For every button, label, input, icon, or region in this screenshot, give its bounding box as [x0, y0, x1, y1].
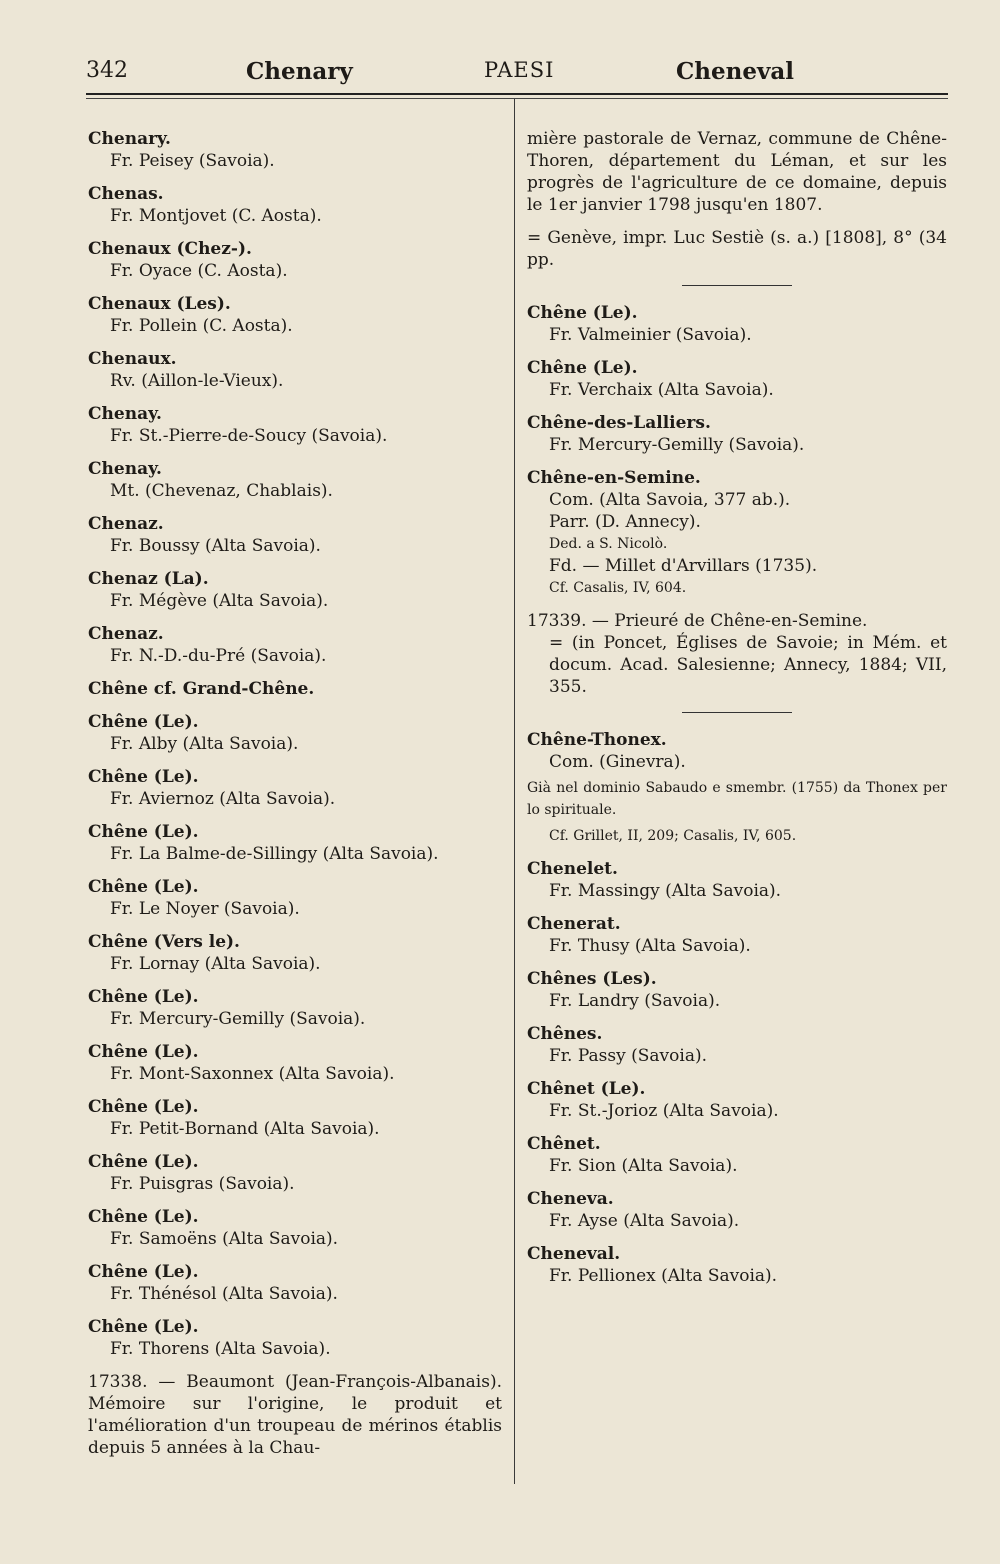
dictionary-entry — [88, 403, 502, 447]
entry-headword: Chenaux. — [88, 349, 177, 369]
entry-chene-en-semine — [527, 467, 947, 599]
entry-headword: Chênes (Les). — [527, 969, 657, 989]
dictionary-entry — [88, 293, 502, 337]
dictionary-entry — [527, 858, 947, 902]
entry-note: Già nel dominio Sabaudo e smembr. (1755) da Thonex per lo spirituale. — [527, 780, 947, 818]
entry-headword: Chenary. — [88, 129, 171, 149]
entry-headword: Chêne (Vers le). — [88, 932, 240, 952]
dictionary-entry — [88, 183, 502, 227]
entry-dedication: Ded. a S. Nicolò. — [549, 536, 668, 552]
entry-location: Fr. Mercury-Gemilly (Savoia). — [549, 435, 805, 455]
entry-location: Fr. St.-Pierre-de-Soucy (Savoia). — [110, 426, 388, 446]
entry-location: Fr. Lornay (Alta Savoia). — [110, 954, 321, 974]
dictionary-entry — [527, 1133, 947, 1177]
entry-headword: Chêne-Thonex. — [527, 730, 667, 750]
entry-location: Fr. Pollein (C. Aosta). — [110, 316, 293, 336]
dictionary-entry — [88, 986, 502, 1030]
entry-headword: Chenas. — [88, 184, 164, 204]
entry-commune: Com. (Ginevra). — [549, 752, 686, 772]
dictionary-entry — [527, 968, 947, 1012]
dictionary-entry — [88, 766, 502, 810]
entry-commune: Com. (Alta Savoia, 377 ab.). — [549, 490, 791, 510]
dictionary-entry — [527, 302, 947, 346]
entry-headword: Chenay. — [88, 404, 162, 424]
entry-location: Fr. Peisey (Savoia). — [110, 151, 275, 171]
entry-headword: Chêne (Le). — [88, 1042, 199, 1062]
entry-location: Fr. Mégève (Alta Savoia). — [110, 591, 329, 611]
section-separator — [682, 712, 792, 713]
entry-headword: Chêne (Le). — [527, 303, 638, 323]
header-rule-thin — [86, 98, 948, 99]
entry-location: Fr. Le Noyer (Savoia). — [110, 899, 300, 919]
dictionary-entry — [88, 1206, 502, 1250]
entry-headword: Chêne (Le). — [88, 987, 199, 1007]
dictionary-entry — [88, 623, 502, 667]
dictionary-entry — [88, 1316, 502, 1360]
entry-headword: Chenaux (Chez-). — [88, 239, 252, 259]
entry-headword: Chêne (Le). — [88, 1097, 199, 1117]
entry-headword: Chêne (Le). — [88, 767, 199, 787]
entry-location: Fr. Mont-Saxonnex (Alta Savoia). — [110, 1064, 395, 1084]
right-running-headword: Cheneval — [676, 58, 795, 85]
entry-location: Fr. Thénésol (Alta Savoia). — [110, 1284, 338, 1304]
entry-location: Fr. Ayse (Alta Savoia). — [549, 1211, 740, 1231]
entry-headword: Chenaz (La). — [88, 569, 209, 589]
entry-headword: Chenaz. — [88, 514, 164, 534]
entry-chene-thonex — [527, 729, 947, 847]
dictionary-entry — [88, 568, 502, 612]
dictionary-entry — [527, 412, 947, 456]
section-title: PAESI — [484, 58, 555, 82]
dictionary-entry — [88, 711, 502, 755]
entry-location: Fr. Thorens (Alta Savoia). — [110, 1339, 331, 1359]
entry-location: Fr. Landry (Savoia). — [549, 991, 721, 1011]
entry-location: Fr. Alby (Alta Savoia). — [110, 734, 299, 754]
dictionary-entry — [527, 1078, 947, 1122]
column-divider — [514, 99, 515, 1484]
dictionary-entry — [88, 876, 502, 920]
imprint-note: = Genève, impr. Luc Sestiè (s. a.) [1808], 8° (34 pp. — [527, 228, 947, 270]
running-header — [86, 58, 948, 90]
dictionary-entry — [88, 1041, 502, 1085]
entry-location: Fr. Boussy (Alta Savoia). — [110, 536, 321, 556]
section-separator — [682, 285, 792, 286]
entry-headword: Chênet. — [527, 1134, 601, 1154]
entry-headword: Chenerat. — [527, 914, 621, 934]
dictionary-entry — [88, 1151, 502, 1195]
entry-headword: Chêne (Le). — [88, 1207, 199, 1227]
entry-headword: Chêne (Le). — [88, 1262, 199, 1282]
citation-17339-detail: = (in Poncet, Églises de Savoie; in Mém. et docum. Acad. Salesienne; Annecy, 1884; VII, 355. — [549, 633, 947, 697]
dictionary-entry — [88, 458, 502, 502]
entry-location: Mt. (Chevenaz, Chablais). — [110, 481, 333, 501]
dictionary-entry — [88, 513, 502, 557]
entry-headword: Chenelet. — [527, 859, 618, 879]
entry-headword: Cheneval. — [527, 1244, 621, 1264]
dictionary-entry — [88, 238, 502, 282]
entry-headword: Chêne (Le). — [527, 358, 638, 378]
entry-location: Fr. Oyace (C. Aosta). — [110, 261, 288, 281]
dictionary-entry — [88, 1261, 502, 1305]
entry-location: Fr. N.-D.-du-Pré (Savoia). — [110, 646, 327, 666]
entry-headword: Chêne (Le). — [88, 877, 199, 897]
entry-location: Fr. Sion (Alta Savoia). — [549, 1156, 738, 1176]
entry-headword: Chêne-en-Semine. — [527, 468, 701, 488]
entry-headword: Chenaz. — [88, 624, 164, 644]
dictionary-entry — [88, 128, 502, 172]
entry-location: Fr. Massingy (Alta Savoia). — [549, 881, 782, 901]
entry-headword: Cheneva. — [527, 1189, 614, 1209]
entry-location: Fr. Passy (Savoia). — [549, 1046, 707, 1066]
entry-headword: Chêne (Le). — [88, 822, 199, 842]
dictionary-entry — [88, 348, 502, 392]
dictionary-entry — [88, 678, 502, 700]
citation-17338-continued: mière pastorale de Vernaz, commune de Chêne-Thoren, département du Léman, et sur les progrès de l'agriculture de ce domaine, depuis le 1er janvier 1798 jusqu'en 1807. — [527, 129, 947, 215]
entry-location: Fr. La Balme-de-Sillingy (Alta Savoia). — [110, 844, 439, 864]
entry-location: Fr. Puisgras (Savoia). — [110, 1174, 295, 1194]
entry-location: Fr. Aviernoz (Alta Savoia). — [110, 789, 336, 809]
entry-location: Rv. (Aillon-le-Vieux). — [110, 371, 284, 391]
left-entry-list — [88, 128, 502, 1360]
entry-location: Fr. Petit-Bornand (Alta Savoia). — [110, 1119, 380, 1139]
entry-location: Fr. Verchaix (Alta Savoia). — [549, 380, 774, 400]
right-entry-list-b — [527, 858, 947, 1287]
right-column — [527, 128, 947, 1298]
entry-headword: Chêne-des-Lalliers. — [527, 413, 711, 433]
entry-headword: Chêne (Le). — [88, 1317, 199, 1337]
dictionary-entry — [527, 1243, 947, 1287]
entry-reference: Cf. Casalis, IV, 604. — [549, 580, 687, 596]
dictionary-entry — [88, 821, 502, 865]
entry-parish: Parr. (D. Annecy). — [549, 512, 701, 532]
entry-location: Fr. Montjovet (C. Aosta). — [110, 206, 322, 226]
entry-headword: Chênes. — [527, 1024, 603, 1044]
citation-17338: 17338. — Beaumont (Jean-François-Albanais). Mémoire sur l'origine, le produit et l'amélioration d'un troupeau de mérinos établis depuis 5 années à la Chau- — [88, 1372, 502, 1458]
entry-headword: Chenaux (Les). — [88, 294, 231, 314]
entry-location: Fr. Valmeinier (Savoia). — [549, 325, 752, 345]
dictionary-entry — [527, 1188, 947, 1232]
entry-headword: Chêne (Le). — [88, 1152, 199, 1172]
entry-headword: Chêne (Le). — [88, 712, 199, 732]
entry-headword: Chênet (Le). — [527, 1079, 646, 1099]
header-rule — [86, 93, 948, 95]
dictionary-entry — [527, 913, 947, 957]
entry-headword: Chenay. — [88, 459, 162, 479]
citation-17339: 17339. — Prieuré de Chêne-en-Semine. — [527, 611, 868, 631]
dictionary-entry — [88, 1096, 502, 1140]
entry-location: Fr. Samoëns (Alta Savoia). — [110, 1229, 339, 1249]
entry-location: Fr. Pellionex (Alta Savoia). — [549, 1266, 778, 1286]
entry-location: Fr. St.-Jorioz (Alta Savoia). — [549, 1101, 779, 1121]
left-column — [88, 128, 502, 1459]
dictionary-entry — [88, 931, 502, 975]
entry-feudal: Fd. — Millet d'Arvillars (1735). — [549, 556, 818, 576]
entry-location: Fr. Thusy (Alta Savoia). — [549, 936, 751, 956]
page-number: 342 — [86, 58, 128, 83]
left-running-headword: Chenary — [246, 58, 353, 85]
entry-headword: Chêne cf. Grand-Chêne. — [88, 679, 315, 699]
dictionary-entry — [527, 1023, 947, 1067]
dictionary-entry — [527, 357, 947, 401]
right-entry-list-a — [527, 302, 947, 456]
entry-reference: Cf. Grillet, II, 209; Casalis, IV, 605. — [549, 828, 797, 844]
entry-location: Fr. Mercury-Gemilly (Savoia). — [110, 1009, 366, 1029]
